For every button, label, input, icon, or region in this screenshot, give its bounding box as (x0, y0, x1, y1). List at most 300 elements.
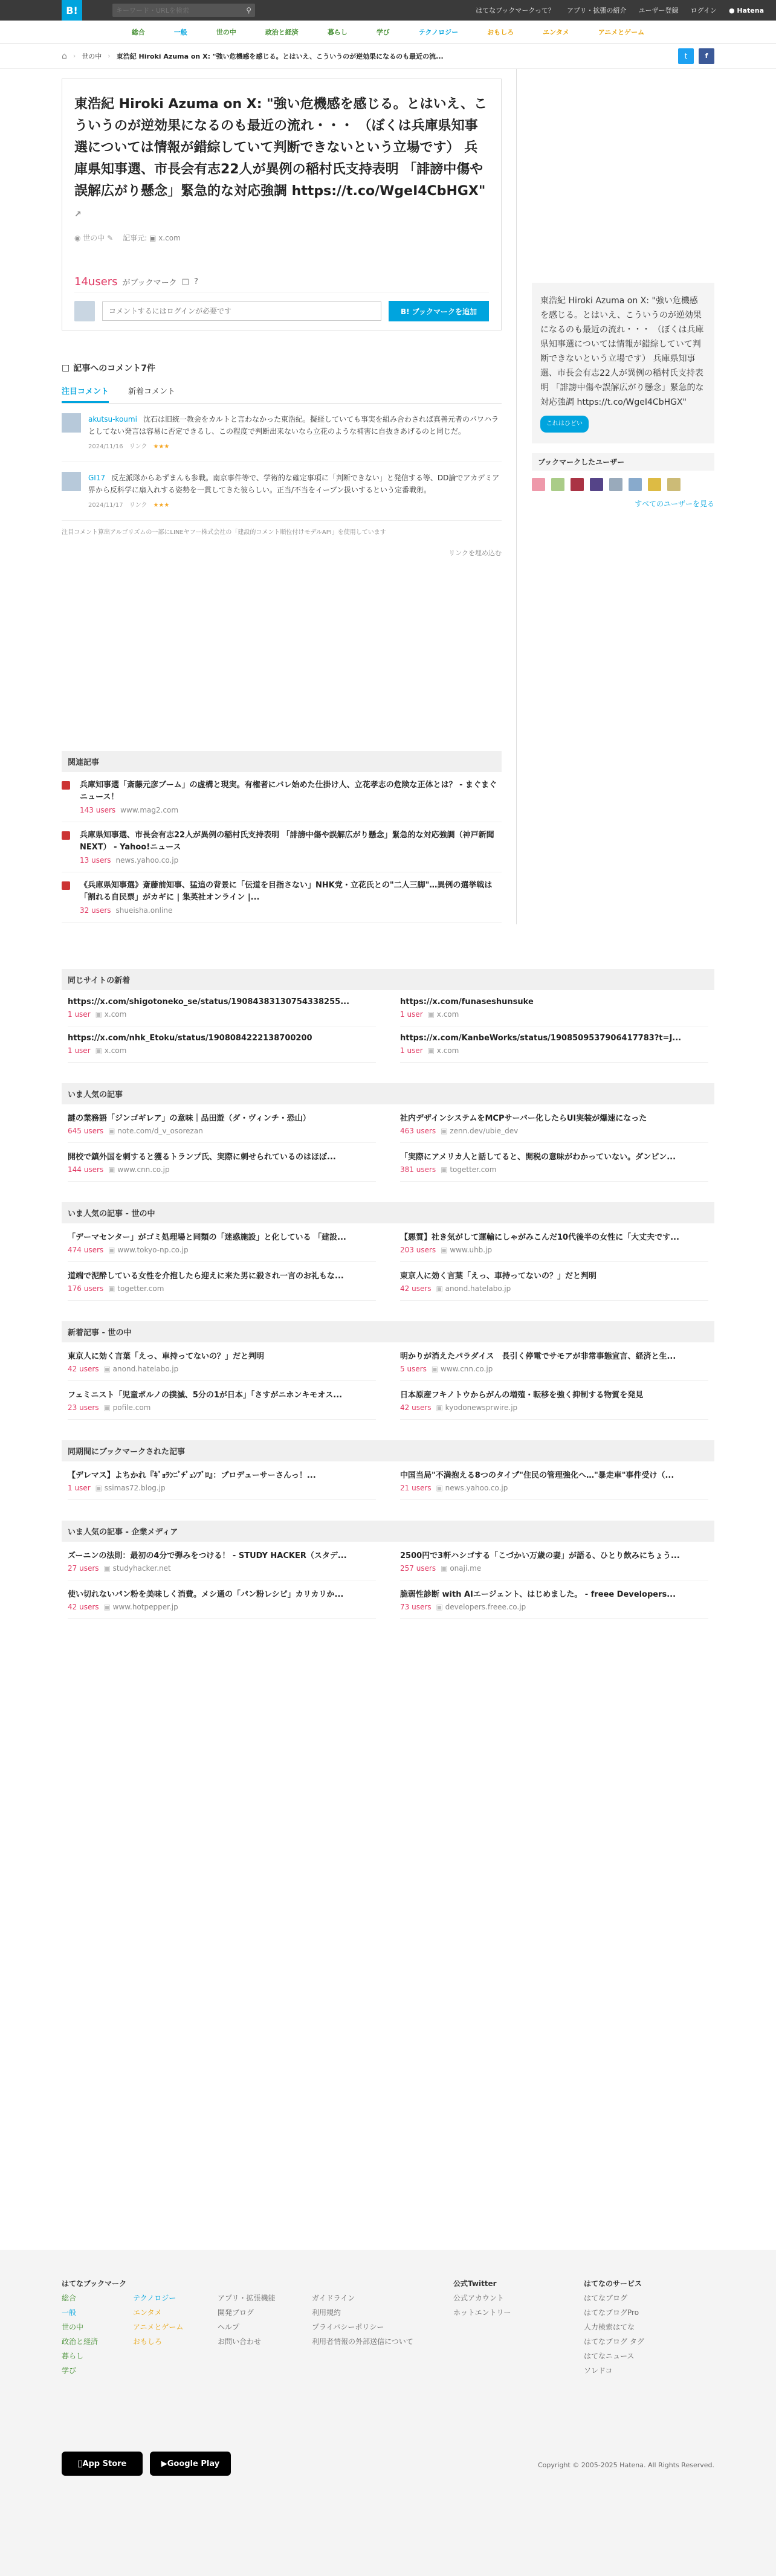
article-title[interactable]: 明かりが消えたパラダイス 長引く停電でサモアが非常事態宣言、経済と生... (400, 1352, 676, 1361)
article-meta (400, 1403, 708, 1412)
hatena-bookmark-logo[interactable]: B! (62, 0, 82, 21)
article-item (68, 1461, 376, 1500)
embed-link[interactable]: リンクを埋め込む (448, 549, 502, 557)
favicon-icon: ▣ (108, 1127, 118, 1135)
home-icon[interactable]: ⌂ (62, 51, 67, 61)
article-item (400, 1381, 708, 1420)
article-title[interactable]: 「デーマセンター」がゴミ処理場と同類の「迷惑施設」と化している 「建設... (68, 1233, 346, 1242)
article-item (68, 990, 376, 1026)
footer-link[interactable]: お問い合わせ (218, 2337, 262, 2346)
article-meta (68, 1484, 376, 1492)
article-users[interactable]: 257 users (400, 1564, 436, 1573)
category-tab[interactable]: 総合 (131, 28, 145, 36)
favicon-icon: ▣ (441, 1127, 450, 1135)
search-box[interactable] (112, 4, 255, 17)
main-column (62, 69, 502, 923)
related-section (62, 751, 502, 923)
comment-user[interactable]: GI17 (88, 474, 106, 482)
article-source[interactable]: x.com (104, 1046, 127, 1055)
footer-col-services (584, 2276, 644, 2378)
section-title: いま人気の記事 - 企業メディア (62, 1521, 714, 1542)
article-item (400, 1262, 708, 1301)
comments-section (62, 362, 502, 558)
article-meta (68, 1010, 376, 1019)
related-meta (80, 806, 502, 814)
article-meta (400, 1165, 708, 1174)
article-source[interactable]: x.com (436, 1046, 459, 1055)
article-title[interactable]: 中国当局"不満抱える8つのタイプ"住民の管理強化へ…"暴走車"事件受け（... (400, 1471, 674, 1480)
article-source[interactable]: www.cnn.co.jp (441, 1365, 493, 1373)
external-link-icon[interactable]: ↗ (74, 210, 82, 219)
avatar (74, 301, 95, 321)
bookmark-users-count[interactable]: 14users (74, 275, 118, 288)
article-meta (68, 1284, 376, 1293)
article-source[interactable]: onaji.me (450, 1564, 482, 1573)
comment-link[interactable]: リンク (129, 502, 147, 509)
chevron-right-icon: › (108, 52, 111, 60)
category-tab[interactable]: 政治と経済 (265, 28, 299, 36)
favicon-icon: ▣ (108, 1165, 118, 1174)
article-section (62, 1321, 714, 1420)
article-title[interactable]: フェミニスト「児童ポルノの撲滅、5分の1が日本」「さすがニホンキモオス... (68, 1391, 343, 1400)
footer-title: 公式Twitter (453, 2279, 497, 2288)
article-meta (68, 1165, 376, 1174)
search-icon[interactable]: ⚲ (246, 6, 251, 14)
article-section (62, 1521, 714, 1619)
article-grid (62, 1461, 714, 1500)
favicon-icon: ▣ (103, 1603, 113, 1611)
article-title[interactable]: https://x.com/nhk_Etoku/status/1908084222138700200 (68, 1034, 312, 1043)
article-meta (400, 1246, 708, 1254)
signup-link[interactable]: ユーザー登録 (638, 7, 679, 14)
comment-tabs (62, 381, 502, 404)
article-users[interactable]: 5 users (400, 1365, 427, 1373)
article-item (400, 1461, 708, 1500)
comments-title: □ 記事へのコメント7件 (62, 363, 155, 373)
footer-title: はてなのサービス (584, 2279, 642, 2288)
category-tab[interactable]: 世の中 (216, 28, 236, 36)
comment-icon: □ (62, 363, 70, 373)
related-meta (80, 856, 502, 865)
user-avatar[interactable] (629, 478, 642, 491)
article-users[interactable]: 203 users (400, 1246, 436, 1254)
article-source[interactable]: news.yahoo.co.jp (445, 1484, 508, 1492)
article-item (400, 1026, 708, 1063)
article-users[interactable]: 42 users (68, 1365, 99, 1373)
favicon-icon (62, 831, 70, 840)
apps-link[interactable]: アプリ・拡張の紹介 (566, 7, 627, 14)
article-section (62, 1202, 714, 1301)
article-users[interactable]: 1 user (68, 1046, 91, 1055)
article-meta (400, 1010, 708, 1019)
footer-title: はてなブックマーク (62, 2279, 127, 2288)
related-users[interactable]: 13 users (80, 856, 111, 865)
tag-badge[interactable]: これはひどい (540, 416, 589, 433)
article-source[interactable]: note.com/d_v_osorezan (117, 1127, 203, 1135)
article-meta (400, 1603, 708, 1611)
section-title: いま人気の記事 (62, 1083, 714, 1104)
article-item (68, 1580, 376, 1619)
related-title: 関連記事 (62, 751, 502, 772)
article-item (68, 1342, 376, 1381)
user-avatar[interactable] (609, 478, 622, 491)
article-users[interactable]: 1 user (400, 1046, 423, 1055)
all-users-link[interactable]: すべてのユーザーを見る (635, 500, 714, 508)
sidebar-summary (532, 283, 714, 443)
favicon-icon: ▣ (441, 1246, 450, 1254)
article-source[interactable]: studyhacker.net (112, 1564, 171, 1573)
article-users[interactable]: 21 users (400, 1484, 432, 1492)
comment-date[interactable]: 2024/11/16 (88, 443, 123, 450)
section-title: いま人気の記事 - 世の中 (62, 1202, 714, 1223)
article-users[interactable]: 463 users (400, 1127, 436, 1135)
footer-link[interactable]: ガイドライン (312, 2294, 355, 2302)
entry-source[interactable]: 記事元: ▣ x.com (123, 234, 181, 242)
article-meta (68, 1365, 376, 1373)
article-grid (62, 1542, 714, 1619)
footer-link[interactable]: はてなブログPro (584, 2308, 639, 2317)
sidebar (532, 69, 714, 509)
login-link[interactable]: ログイン (690, 7, 717, 14)
article-source[interactable]: ssimas72.blog.jp (104, 1484, 166, 1492)
favicon-icon: ▣ (103, 1403, 113, 1412)
favicon-icon: ▣ (441, 1564, 450, 1573)
share-buttons (678, 48, 714, 64)
article-section (62, 969, 714, 1063)
footer-link[interactable]: はてなブログ タグ (584, 2337, 644, 2346)
comment-user[interactable]: akutsu-koumi (88, 415, 137, 423)
footer-link[interactable]: 暮らし (62, 2352, 84, 2360)
article-users[interactable]: 42 users (68, 1603, 99, 1611)
article-source[interactable]: www.cnn.co.jp (117, 1165, 170, 1174)
article-meta (400, 1365, 708, 1373)
article-users[interactable]: 144 users (68, 1165, 104, 1174)
article-meta (68, 1403, 376, 1412)
article-meta (400, 1484, 708, 1492)
related-source[interactable]: shueisha.online (115, 906, 173, 915)
comment-item (62, 404, 502, 462)
footer-col-categories (133, 2291, 183, 2349)
related-users[interactable]: 143 users (80, 806, 116, 814)
footer-link[interactable]: ホットエントリー (453, 2308, 511, 2317)
category-tab[interactable]: アニメとゲーム (598, 28, 645, 36)
article-source[interactable]: pofile.com (112, 1403, 151, 1412)
user-avatar[interactable] (667, 478, 681, 491)
related-body (80, 880, 502, 915)
article-title[interactable]: 【デレマス】よちかれ『ｷﾞｮﾗﾝﾆﾞﾁﾞｪﾝﾌﾞﾛ』：プロデューサーさんっ！... (68, 1471, 316, 1480)
article-meta (68, 1127, 376, 1135)
tab-popular-comments[interactable]: 注目コメント (62, 381, 109, 403)
category-tab[interactable]: エンタメ (543, 28, 569, 36)
related-title[interactable]: 兵庫知事選「斎藤元彦ブーム」の虚構と現実。有権者にバレ始めた仕掛け人、立花孝志の危険な正体とは？ - まぐまぐニュース！ (80, 781, 497, 802)
article-title[interactable]: 開校で鎮外国を刺すると獲るトランプ氏、実際に刺せられているのはほぼ... (68, 1153, 336, 1162)
related-source[interactable]: news.yahoo.co.jp (115, 856, 179, 865)
avatar[interactable] (62, 472, 81, 491)
article-users[interactable]: 73 users (400, 1603, 432, 1611)
star-icon[interactable]: ★★★ (153, 443, 170, 450)
entry-box (62, 79, 502, 330)
footer-link[interactable]: 開発ブログ (218, 2308, 254, 2317)
category-tab[interactable]: 学び (376, 28, 390, 36)
article-users[interactable]: 1 user (68, 1484, 91, 1492)
favicon-icon: ▣ (108, 1284, 118, 1293)
facebook-share-icon[interactable]: f (699, 48, 714, 64)
section-title: 新着記事 - 世の中 (62, 1321, 714, 1342)
article-item (400, 1104, 708, 1143)
favicon-icon (62, 781, 70, 790)
favicon-icon: ▣ (436, 1403, 445, 1412)
article-users[interactable]: 176 users (68, 1284, 104, 1293)
article-title[interactable]: 【悪質】社き気がして運輸にしゃがみこんだ10代後半の女性に「大丈夫です... (400, 1233, 679, 1242)
section-title: 同期間にブックマークされた記事 (62, 1440, 714, 1461)
article-meta (400, 1127, 708, 1135)
footer-link[interactable]: テクノロジー (133, 2294, 176, 2302)
article-users[interactable]: 27 users (68, 1564, 99, 1573)
article-title[interactable]: 脆弱性診断 with AIエージェント、はじめました。 - freee Developers... (400, 1590, 676, 1599)
related-meta (80, 906, 502, 915)
comment-footer (88, 441, 502, 453)
star-icon[interactable]: ★★★ (153, 502, 170, 509)
article-source[interactable]: developers.freee.co.jp (445, 1603, 526, 1611)
comment-text (88, 472, 502, 496)
add-bookmark-button[interactable]: B! ブックマークを追加 (389, 301, 489, 321)
article-title[interactable]: 道端で泥酔している女性を介抱したら迎えに来た男に殺され一言のお礼もな... (68, 1272, 344, 1281)
article-item (68, 1143, 376, 1182)
comment-footer (88, 500, 502, 512)
ad-space (62, 558, 502, 751)
user-avatar[interactable] (551, 478, 564, 491)
search-input[interactable] (116, 7, 246, 14)
comment-input[interactable] (102, 301, 381, 321)
comment-date[interactable]: 2024/11/17 (88, 502, 123, 509)
footer-link[interactable]: 一般 (62, 2308, 77, 2317)
article-meta (400, 1284, 708, 1293)
article-item (400, 1223, 708, 1262)
comment-link[interactable]: リンク (129, 443, 147, 450)
category-tab[interactable]: 一般 (173, 28, 187, 36)
article-item (400, 990, 708, 1026)
article-title[interactable]: ズーニンの法則：最初の4分で弾みをつける！ - STUDY HACKER（スタデ... (68, 1551, 347, 1560)
article-source[interactable]: x.com (436, 1010, 459, 1019)
article-title[interactable]: 2500円で3軒ハシゴする「こづかい万歳の妻」が語る、ひとり飲みにちょう... (400, 1551, 680, 1560)
entry-meta (74, 233, 489, 243)
article-grid (62, 1342, 714, 1420)
category-tab[interactable]: 暮らし (327, 28, 348, 36)
user-avatar[interactable] (648, 478, 661, 491)
bookmark-users-title: ブックマークしたユーザー (532, 453, 714, 471)
article-title[interactable]: https://x.com/shigotoneko_se/status/19084383130754338255... (68, 997, 350, 1006)
breadcrumb-category[interactable]: 世の中 (82, 52, 102, 60)
article-meta (400, 1046, 708, 1055)
comment-text (88, 413, 502, 437)
article-meta (68, 1603, 376, 1611)
article-users[interactable]: 42 users (400, 1284, 432, 1293)
article-item (68, 1223, 376, 1262)
favicon-icon: ▣ (103, 1564, 113, 1573)
related-title[interactable]: 《兵庫県知事選》斎藤前知事、猛追の背景に「伝道を目指さない」NHK党・立花氏との"二人三脚"…異例の選挙戦は「割れる自民票」がカギに | 集英社オンライン |... (80, 881, 493, 902)
footer-link[interactable]: はてなニュース (584, 2352, 635, 2360)
user-avatar[interactable] (532, 478, 545, 491)
footer-link[interactable]: プライバシーポリシー (312, 2323, 384, 2331)
bookmark-count-row (74, 275, 489, 288)
article-title[interactable]: 日本原産フキノトウからがんの増殖・転移を強く抑制する物質を発見 (400, 1391, 644, 1400)
article-source[interactable]: www.tokyo-np.co.jp (117, 1246, 189, 1254)
category-tab[interactable]: おもしろ (487, 28, 514, 36)
bookmarked-label: がブックマーク (122, 279, 177, 288)
entry-category[interactable]: ◉ 世の中 ✎ (74, 234, 114, 242)
footer-link[interactable]: エンタメ (133, 2308, 162, 2317)
related-title[interactable]: 兵庫県知事選、市長会有志22人が異例の稲村氏支持表明 「誹謗中傷や誤解広がり懸念」緊急的な対応強調（神戸新聞NEXT） - Yahoo!ニュース (80, 831, 494, 852)
related-item (62, 772, 502, 822)
footer-link[interactable]: 利用規約 (312, 2308, 341, 2317)
favicon-icon: ▣ (436, 1484, 445, 1492)
article-meta (68, 1046, 376, 1055)
article-meta (68, 1564, 376, 1573)
app-store-button[interactable]: App Store (62, 2452, 143, 2476)
favicon-icon: ▣ (441, 1165, 450, 1174)
article-grid (62, 1104, 714, 1182)
article-source[interactable]: anond.hatelabo.jp (445, 1284, 511, 1293)
favicon-icon (62, 881, 70, 890)
footer-link[interactable]: 学び (62, 2366, 77, 2375)
comment-item (62, 462, 502, 521)
article-users[interactable]: 1 user (68, 1010, 91, 1019)
comment-icon: □ (181, 277, 189, 286)
article-users[interactable]: 42 users (400, 1403, 432, 1412)
footer (0, 2250, 776, 2576)
footer-link[interactable]: おもしろ (133, 2337, 163, 2346)
article-users[interactable]: 645 users (68, 1127, 104, 1135)
article-source[interactable]: togetter.com (450, 1165, 497, 1174)
related-item (62, 822, 502, 872)
favicon-icon: ▣ (427, 1010, 437, 1019)
article-item (400, 1542, 708, 1580)
article-item (68, 1104, 376, 1143)
article-section (62, 1083, 714, 1182)
article-title[interactable]: 東京人に効く言葉「えっ、車持ってないの？」だと判明 (68, 1352, 265, 1361)
footer-link[interactable]: ヘルプ (218, 2323, 240, 2331)
about-link[interactable]: はてなブックマークって？ (476, 7, 555, 14)
top-links (476, 5, 764, 15)
article-source[interactable]: kyodonewsprwire.jp (445, 1403, 518, 1412)
user-avatar[interactable] (571, 478, 584, 491)
footer-link[interactable]: 政治と経済 (62, 2337, 99, 2346)
footer-link[interactable]: アプリ・拡張機能 (218, 2294, 276, 2302)
article-meta (68, 1246, 376, 1254)
related-body (80, 829, 502, 865)
copyright: Copyright © 2005-2025 Hatena. All Rights Reserved. (537, 2461, 714, 2469)
favicon-icon: ▣ (436, 1603, 445, 1611)
comment-row (74, 292, 489, 330)
article-meta (400, 1564, 708, 1573)
footer-col-bookmark (62, 2276, 126, 2378)
article-title[interactable]: 「実際にアメリカ人と話してると、開税の意味がわかっていない。ダンピン... (400, 1153, 676, 1162)
article-users[interactable]: 474 users (68, 1246, 104, 1254)
article-item (68, 1542, 376, 1580)
article-users[interactable]: 23 users (68, 1403, 99, 1412)
footer-link[interactable]: 人力検索はてな (584, 2323, 635, 2331)
favicon-icon: ▣ (103, 1365, 113, 1373)
footer-link[interactable]: はてなブログ (584, 2294, 628, 2302)
breadcrumb (0, 43, 776, 69)
article-source[interactable]: zenn.dev/ubie_dev (450, 1127, 519, 1135)
article-grid (62, 990, 714, 1063)
category-tab[interactable]: テクノロジー (418, 28, 459, 36)
footer-col-info (218, 2291, 276, 2349)
comment-body (88, 413, 502, 453)
footer-link[interactable]: 公式アカウント (453, 2294, 504, 2302)
article-title[interactable]: 社内デザインシステムをMCPサーバー化したらUI実装が爆速になった (400, 1114, 647, 1123)
footer-col-policy (312, 2291, 413, 2349)
favicon-icon: ▣ (436, 1284, 445, 1293)
bookmark-user-avatars (532, 471, 714, 498)
article-title[interactable]: 謎の業務語「ジンゴギレア」の意味｜品田遊（ダ・ヴィンチ・恐山） (68, 1114, 311, 1123)
google-play-button[interactable]: ▶ Google Play (150, 2452, 231, 2476)
article-source[interactable]: anond.hatelabo.jp (112, 1365, 179, 1373)
avatar[interactable] (62, 413, 81, 433)
related-users[interactable]: 32 users (80, 906, 111, 915)
article-users[interactable]: 381 users (400, 1165, 436, 1174)
article-item (68, 1026, 376, 1063)
footer-col-twitter (453, 2276, 511, 2320)
related-item (62, 872, 502, 923)
summary-text: 東浩紀 Hiroki Azuma on X: "強い危機感を感じる。とはいえ、こういうのが逆効果になるのも最近の流れ・・・ （ぼくは兵庫県知事選については情報が錯綜していて判断できないという立場です） 兵庫県知事選、市長会有志22人が異例の稲村氏支持表明 「誹謗中傷や誤解広がり懸念」緊急的な対応強調 https://t.co/WgeI4CbHGX" (540, 296, 704, 407)
related-source[interactable]: www.mag2.com (120, 806, 179, 814)
article-title[interactable]: https://x.com/funaseshunsuke (400, 997, 534, 1006)
article-source[interactable]: www.hotpepper.jp (112, 1603, 178, 1611)
breadcrumb-title: 東浩紀 Hiroki Azuma on X: "強い危機感を感じる。とはいえ、こういうのが逆効果になるのも最近の流... (116, 52, 444, 60)
article-item (68, 1381, 376, 1420)
help-icon[interactable]: ? (193, 277, 198, 286)
footer-link[interactable]: アニメとゲーム (133, 2323, 184, 2331)
footer-link[interactable]: 総合 (62, 2294, 77, 2302)
comment-algorithm-note: 注目コメント算出アルゴリズムの一部にLINEヤフー株式会社の「建設的コメント順位付けモデルAPI」を使用しています (62, 529, 386, 536)
column-divider (516, 69, 517, 924)
favicon-icon: ▣ (427, 1046, 437, 1055)
article-grid (62, 1223, 714, 1301)
article-item (400, 1342, 708, 1381)
article-source[interactable]: www.uhb.jp (450, 1246, 493, 1254)
twitter-share-icon[interactable]: t (678, 48, 694, 64)
article-title[interactable]: 使い切れないパン粉を美味しく消費。メシ通の「パン粉レシピ」カリカリか... (68, 1590, 344, 1599)
tab-new-comments[interactable]: 新着コメント (128, 387, 176, 396)
comment-content: 沈石は旧統一教会をカルトと言わなかった東浩紀。擬経していても事実を組み合わされば真善元者のパワハラとしてない発言は容易に否定できるし、この程度で判断出来ないなら立花のような補害に自抜きあげるのと同じだ。 (88, 415, 499, 436)
user-avatar[interactable] (590, 478, 603, 491)
article-title[interactable]: https://x.com/KanbeWorks/status/1908509537906417783?t=J... (400, 1034, 682, 1043)
article-source[interactable]: togetter.com (117, 1284, 164, 1293)
comment-content: 反左派隊からあずまんも参戦。南京事件等で、学術的な確定事項に「判断できない」と発信する等、DD論でアカデミア界から反科学に扇入れする姿勢を一貫してきた彼らしい。正当/不当をイーブン扱いするという定番戦術。 (88, 474, 500, 494)
article-title[interactable]: 東京人に効く言葉「えっ、車持ってないの？」だと判明 (400, 1272, 597, 1281)
comment-body (88, 472, 502, 512)
footer-link[interactable]: ソレドコ (584, 2366, 613, 2375)
top-bar (0, 0, 776, 21)
hatena-logo[interactable]: ● Hatena (728, 6, 764, 14)
favicon-icon: ▣ (431, 1365, 441, 1373)
article-section (62, 1440, 714, 1500)
article-item (68, 1262, 376, 1301)
related-body (80, 779, 502, 814)
entry-title[interactable]: 東浩紀 Hiroki Azuma on X: "強い危機感を感じる。とはいえ、こういうのが逆効果になるのも最近の流れ・・・ （ぼくは兵庫県知事選については情報が錯綜していて判断できないという立場です） 兵庫県知事選、市長会有志22人が異例の稲村氏支持表明 「誹謗中傷や誤解広がり懸念」緊急的な対応強調 https://t.co/WgeI4CbHGX" ↗ (74, 97, 487, 219)
lower-sections (62, 969, 714, 1640)
article-users[interactable]: 1 user (400, 1010, 423, 1019)
chevron-right-icon: › (73, 52, 76, 60)
article-source[interactable]: x.com (104, 1010, 127, 1019)
favicon-icon: ▣ (95, 1484, 105, 1492)
footer-link[interactable]: 利用者情報の外部送信について (312, 2337, 413, 2346)
footer-link[interactable]: 世の中 (62, 2323, 84, 2331)
favicon-icon: ▣ (95, 1046, 105, 1055)
article-item (400, 1580, 708, 1619)
